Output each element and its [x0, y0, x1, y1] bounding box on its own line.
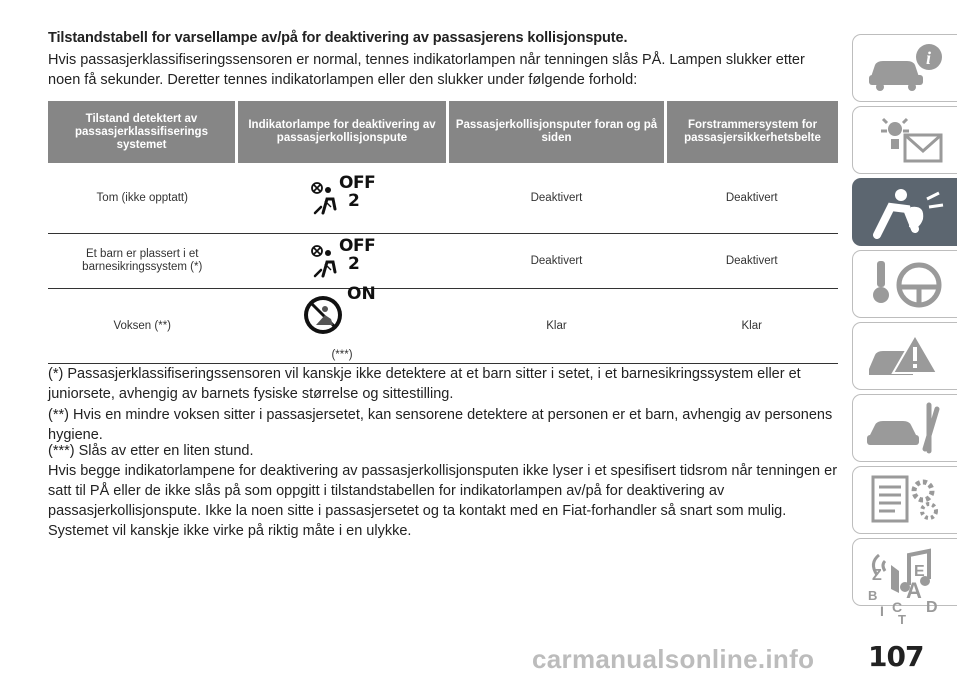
table-row — [48, 234, 838, 289]
tab-technical-data[interactable] — [852, 466, 957, 534]
safety-icon — [865, 185, 949, 239]
column-header-pretensioner: Forstrammersystem for passasjersikkerhetsbelte — [666, 101, 839, 163]
footnote-3: (***) Slås av etter en liten stund. — [48, 443, 254, 459]
lamp-status-text: OFF — [339, 236, 376, 256]
index-letter-z: Z — [872, 567, 882, 584]
tab-maintenance[interactable] — [852, 394, 957, 462]
airbag-cell: Deaktivert — [448, 163, 666, 234]
svg-text:i: i — [926, 48, 932, 68]
intro-paragraph: Hvis passasjerklassifiseringssensoren er normal, tennes indikatorlampen når tenningen slås PÅ. Lampen slukker etter noen få sekunder. Deretter tennes indikatorlampen eller den slukker under følgende forhold: — [48, 52, 805, 88]
index-letter-a: A — [906, 578, 922, 603]
airbag-cell: Deaktivert — [448, 234, 666, 289]
index-letter-b: B — [868, 588, 878, 603]
index-letter-c: C — [892, 599, 903, 615]
chapter-sidebar — [852, 0, 960, 678]
table-row — [48, 163, 838, 234]
starting-driving-icon — [865, 257, 949, 311]
technical-data-icon — [865, 473, 949, 527]
tab-starting-driving[interactable] — [852, 250, 957, 318]
status-table — [48, 101, 838, 364]
warning-lights-icon — [865, 113, 949, 167]
section-heading: Tilstandstabell for varsellampe av/på for deaktivering av passasjerens kollisjonspute. — [48, 30, 628, 46]
watermark: carmanualsonline.info — [532, 644, 815, 674]
index-letter-i: I — [880, 603, 884, 619]
lamp-cell — [237, 283, 448, 364]
state-cell: Tom (ikke opptatt) — [48, 163, 237, 234]
maintenance-icon — [865, 401, 949, 455]
tab-safety[interactable] — [852, 178, 957, 246]
table-row — [48, 289, 838, 364]
tab-emergency[interactable] — [852, 322, 957, 390]
lamp-status-text: ON — [347, 283, 376, 304]
airbag-cell: Klar — [448, 289, 666, 364]
lamp-cell — [237, 234, 448, 289]
index-letter-d: D — [926, 599, 938, 616]
footnote-1: (*) Passasjerklassifiseringssensoren vil kanskje ikke detektere at et barn sitter i setet, i et barnesikringssystem eller et juniorsete, avhengig av barnets fysiske størrelse og sittestilling. — [48, 366, 801, 402]
warning-paragraph: Hvis begge indikatorlampene for deaktivering av passasjerkollisjonsputen ikke lyser i et spesifisert tidsrom når tenningen er satt til PÅ eller de ikke slås på som oppgitt i tilstandstabellen for indikatorlampen av/på for deaktivering av passasjerkollisjonspute. Ikke la noen sitte i passasjersetet og ta kontakt med en Fiat-forhandler så snart som mulig. Systemet vil kanskje ikke virke på riktig måte i en ulykke. — [48, 463, 838, 539]
lamp-status-text: OFF — [339, 173, 376, 193]
tab-warning-lights[interactable] — [852, 106, 957, 174]
page-number: 107 — [868, 640, 924, 673]
lamp-number: 2 — [348, 191, 360, 211]
pretensioner-cell: Deaktivert — [666, 234, 839, 289]
index-icon — [864, 560, 948, 624]
emergency-icon — [865, 329, 949, 383]
car-info-icon — [865, 41, 949, 95]
airbag-off-icon — [309, 236, 376, 278]
pretensioner-cell: Klar — [666, 289, 839, 364]
lamp-note: (***) — [331, 348, 353, 361]
column-header-lamp: Indikatorlampe for deaktivering av passasjerkollisjonspute — [237, 101, 448, 163]
state-cell: Voksen (**) — [48, 289, 237, 364]
tab-car-info[interactable] — [852, 34, 957, 102]
pretensioner-cell: Deaktivert — [666, 163, 839, 234]
airbag-off-icon — [309, 173, 376, 215]
index-letter-t: T — [898, 612, 906, 624]
column-header-airbags: Passasjerkollisjonsputer foran og på siden — [448, 101, 666, 163]
airbag-on-icon — [303, 283, 381, 343]
lamp-number: 2 — [348, 254, 360, 274]
index-letter-e: E — [914, 563, 925, 580]
tab-index[interactable] — [852, 560, 956, 632]
state-cell: Et barn er plassert i et barnesikringssystem (*) — [48, 234, 237, 289]
lamp-cell — [237, 163, 448, 234]
table-header-row — [48, 101, 838, 163]
column-header-state: Tilstand detektert av passasjerklassifiserings systemet — [48, 101, 237, 163]
footnote-2: (**) Hvis en mindre voksen sitter i passasjersetet, kan sensorene detektere at personen er et barn, avhengig av personens hygiene. — [48, 407, 833, 443]
